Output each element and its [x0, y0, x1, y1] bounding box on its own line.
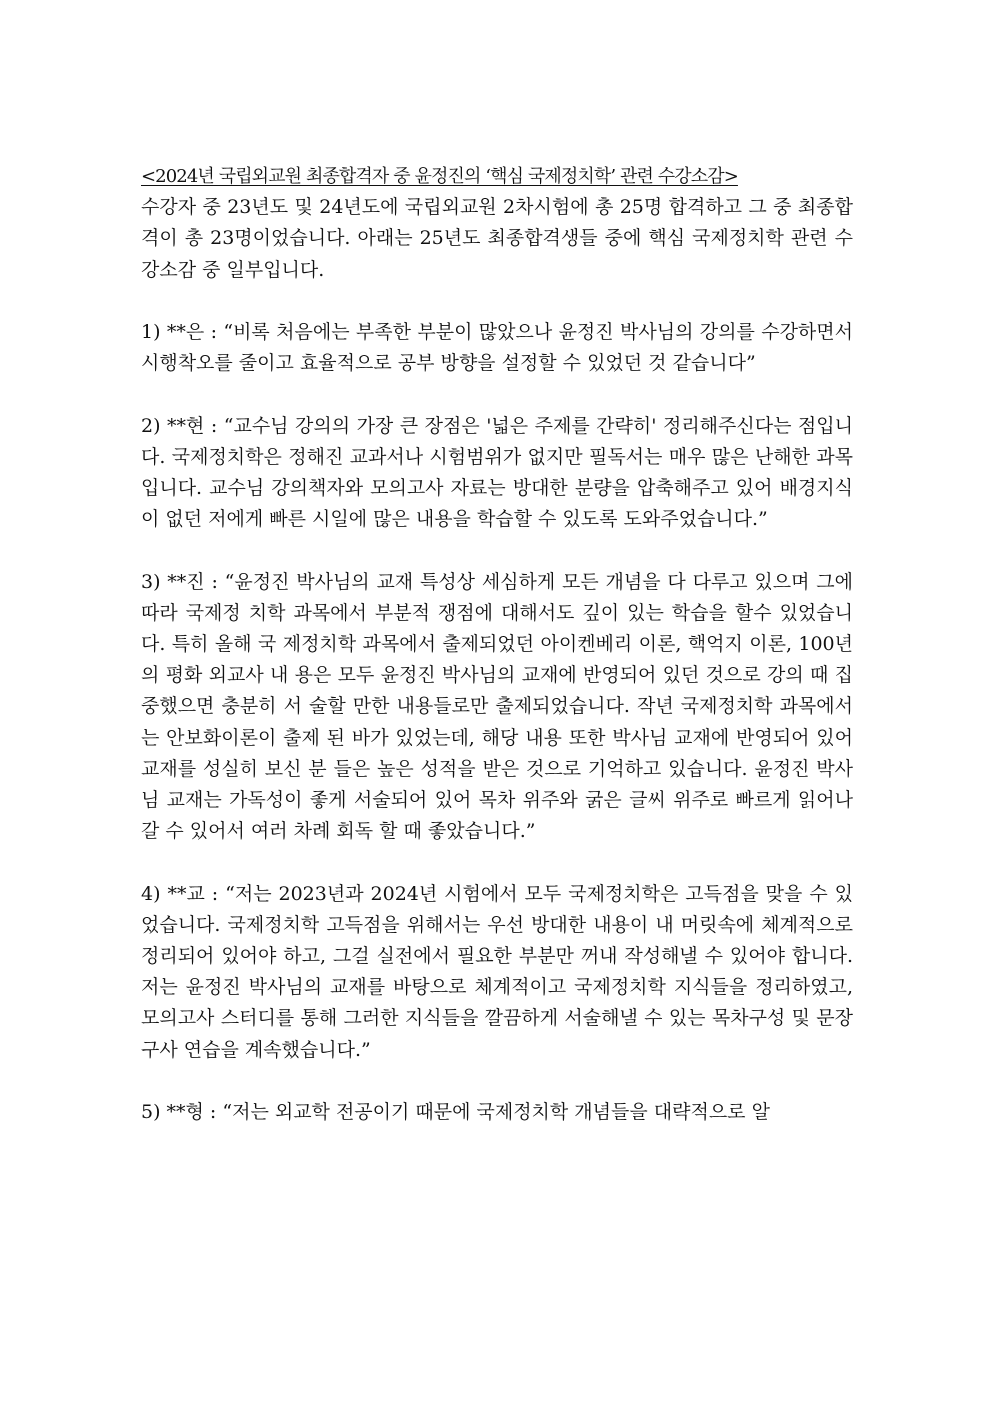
document-body: [141, 161, 853, 1128]
review-1: 1) **은 : “비록 처음에는 부족한 부분이 많았으나 윤정진 박사님의 강의를 수강하면서 시행착오를 줄이고 효율적으로 공부 방향을 설정할 수 있었던 것 같습니다”: [141, 321, 853, 375]
review-3: 3) **진 : “윤정진 박사님의 교재 특성상 세심하게 모든 개념을 다 다루고 있으며 그에 따라 국제정 치학 과목에서 부분적 쟁점에 대해서도 깊이 있는 학습을 할수 있었습니다. 특히 올해 국 제정치학 과목에서 출제되었던 아이켄베리 이론, 핵억지 이론, 100년의 평화 외교사 내 용은 모두 윤정진 박사님의 교재에 반영되어 있던 것으로 강의 때 집중했으면 충분히 서 술할 만한 내용들로만 출제되었습니다. 작년 국제정치학 과목에서는 안보화이론이 출제 된 바가 있었는데, 해당 내용 또한 박사님 교재에 반영되어 있어 교재를 성실히 보신 분 들은 높은 성적을 받은 것으로 기억하고 있습니다. 윤정진 박사님 교재는 가독성이 좋게 서술되어 있어 목차 위주와 굵은 글씨 위주로 빠르게 읽어나갈 수 있어서 여러 차례 회독 할 때 좋았습니다.”: [141, 570, 853, 843]
review-5: 5) **형 : “저는 외교학 전공이기 때문에 국제정치학 개념들을 대략적으로 알: [141, 1101, 770, 1124]
intro-paragraph: 수강자 중 23년도 및 24년도에 국립외교원 2차시험에 총 25명 합격하고 그 중 최종합격이 총 23명이었습니다. 아래는 25년도 최종합격생들 중에 핵심 국제정치학 관련 수강소감 중 일부입니다.: [141, 196, 853, 281]
review-2: 2) **현 : “교수님 강의의 가장 큰 장점은 '넓은 주제를 간략히' 정리해주신다는 점입니다. 국제정치학은 정해진 교과서나 시험범위가 없지만 필독서는 매우 많은 난해한 과목입니다. 교수님 강의책자와 모의고사 자료는 방대한 분량을 압축해주고 있어 배경지식이 없던 저에게 빠른 시일에 많은 내용을 학습할 수 있도록 도와주었습니다.”: [141, 414, 853, 531]
review-4: 4) **교 : “저는 2023년과 2024년 시험에서 모두 국제정치학은 고득점을 맞을 수 있었습니다. 국제정치학 고득점을 위해서는 우선 방대한 내용이 내 머릿속에 체계적으로 정리되어 있어야 하고, 그걸 실전에서 필요한 부분만 꺼내 작성해낼 수 있어야 합니다. 저는 윤정진 박사님의 교재를 바탕으로 체계적이고 국제정치학 지식들을 정리하였고, 모의고사 스터디를 통해 그러한 지식들을 깔끔하게 서술해낼 수 있는 목차구성 및 문장구사 연습을 계속했습니다.”: [141, 882, 853, 1061]
document-title: <2024년 국립외교원 최종합격자 중 윤정진의 ‘핵심 국제정치학’ 관련 수강소감>: [141, 166, 738, 187]
